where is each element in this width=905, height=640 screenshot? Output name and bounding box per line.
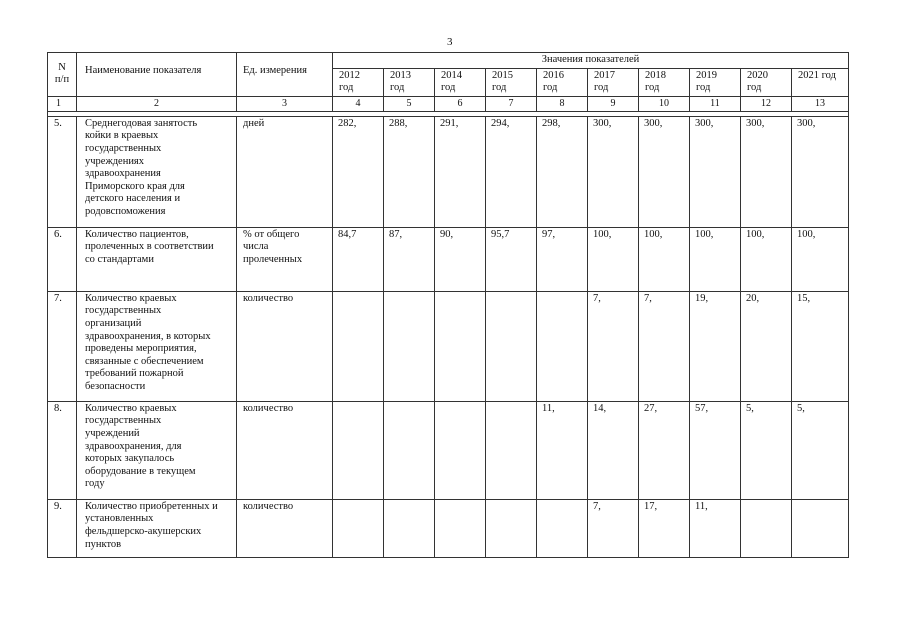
row-value xyxy=(384,401,435,499)
row-value: 14, xyxy=(588,401,639,499)
row-value: 291, xyxy=(435,116,486,227)
row-value: 20, xyxy=(741,291,792,401)
row-value: 100, xyxy=(639,227,690,291)
row-value: 298, xyxy=(537,116,588,227)
row-value xyxy=(486,499,537,557)
row-value xyxy=(537,499,588,557)
header-year: 2017 год xyxy=(588,68,639,96)
header-unit: Ед. измерения xyxy=(237,53,333,97)
table-row xyxy=(48,291,849,401)
header-year: 2014 год xyxy=(435,68,486,96)
row-name: Количество приобретенных и установленных фельдшерско-акушерских пунктов xyxy=(77,499,237,557)
row-value: 5, xyxy=(792,401,849,499)
column-number: 9 xyxy=(588,96,639,111)
row-unit: количество xyxy=(237,499,333,557)
row-value xyxy=(384,499,435,557)
row-value: 15, xyxy=(792,291,849,401)
column-number: 5 xyxy=(384,96,435,111)
row-value xyxy=(333,499,384,557)
row-value: 87, xyxy=(384,227,435,291)
row-unit: дней xyxy=(237,116,333,227)
row-value: 7, xyxy=(639,291,690,401)
column-number: 11 xyxy=(690,96,741,111)
row-value xyxy=(435,291,486,401)
row-number: 8. xyxy=(48,401,77,499)
row-value xyxy=(435,499,486,557)
row-value: 300, xyxy=(690,116,741,227)
row-unit: количество xyxy=(237,291,333,401)
row-name: Количество краевых государственных организаций здравоохранения, в которых проведены мероприятия, связанные с обеспечением требований пожарной безопасности xyxy=(77,291,237,401)
row-value xyxy=(435,401,486,499)
row-value: 288, xyxy=(384,116,435,227)
row-value: 5, xyxy=(741,401,792,499)
row-value: 100, xyxy=(588,227,639,291)
header-name: Наименование показателя xyxy=(77,53,237,97)
row-value: 57, xyxy=(690,401,741,499)
row-number: 5. xyxy=(48,116,77,227)
row-value: 95,7 xyxy=(486,227,537,291)
row-name: Среднегодовая занятость койки в краевых государственных учреждениях здравоохранения Приморского края для детского населения и родовспоможения xyxy=(77,116,237,227)
row-number: 6. xyxy=(48,227,77,291)
row-unit: % от общего числа пролеченных xyxy=(237,227,333,291)
row-unit: количество xyxy=(237,401,333,499)
row-name: Количество пациентов, пролеченных в соответствии со стандартами xyxy=(77,227,237,291)
row-value: 100, xyxy=(741,227,792,291)
row-value: 300, xyxy=(741,116,792,227)
header-year: 2015 год xyxy=(486,68,537,96)
column-number: 2 xyxy=(77,96,237,111)
row-value xyxy=(384,291,435,401)
row-value: 300, xyxy=(588,116,639,227)
row-value: 11, xyxy=(537,401,588,499)
header-year: 2012 год xyxy=(333,68,384,96)
row-value: 300, xyxy=(792,116,849,227)
header-year: 2013 год xyxy=(384,68,435,96)
row-value xyxy=(792,499,849,557)
column-number: 3 xyxy=(237,96,333,111)
table-row xyxy=(48,499,849,557)
row-value: 7, xyxy=(588,291,639,401)
row-value: 27, xyxy=(639,401,690,499)
row-value: 294, xyxy=(486,116,537,227)
row-value xyxy=(486,291,537,401)
column-number: 10 xyxy=(639,96,690,111)
row-value xyxy=(741,499,792,557)
column-number: 1 xyxy=(48,96,77,111)
header-num: N п/п xyxy=(48,53,77,97)
table-row xyxy=(48,116,849,227)
column-number: 4 xyxy=(333,96,384,111)
row-value xyxy=(333,291,384,401)
row-value: 84,7 xyxy=(333,227,384,291)
header-year: 2021 год xyxy=(792,68,849,96)
row-value xyxy=(486,401,537,499)
indicators-table xyxy=(47,52,849,558)
table-row xyxy=(48,401,849,499)
header-year: 2018 год xyxy=(639,68,690,96)
row-value: 90, xyxy=(435,227,486,291)
column-numbers-row xyxy=(48,96,849,111)
column-number: 8 xyxy=(537,96,588,111)
column-number: 7 xyxy=(486,96,537,111)
row-number: 7. xyxy=(48,291,77,401)
column-number: 13 xyxy=(792,96,849,111)
header-year: 2019 год xyxy=(690,68,741,96)
column-number: 12 xyxy=(741,96,792,111)
row-value: 7, xyxy=(588,499,639,557)
page-number: 3 xyxy=(447,36,453,48)
row-name: Количество краевых государственных учреждений здравоохранения, для которых закупалось оборудование в текущем году xyxy=(77,401,237,499)
header-row xyxy=(48,53,849,69)
header-values: Значения показателей xyxy=(333,53,849,69)
row-value: 19, xyxy=(690,291,741,401)
row-value: 300, xyxy=(639,116,690,227)
header-year: 2016 год xyxy=(537,68,588,96)
column-number: 6 xyxy=(435,96,486,111)
table-row xyxy=(48,227,849,291)
header-year: 2020 год xyxy=(741,68,792,96)
row-value xyxy=(537,291,588,401)
row-value: 100, xyxy=(690,227,741,291)
row-value: 282, xyxy=(333,116,384,227)
row-value: 100, xyxy=(792,227,849,291)
row-value: 97, xyxy=(537,227,588,291)
row-number: 9. xyxy=(48,499,77,557)
row-value: 17, xyxy=(639,499,690,557)
row-value xyxy=(333,401,384,499)
row-value: 11, xyxy=(690,499,741,557)
